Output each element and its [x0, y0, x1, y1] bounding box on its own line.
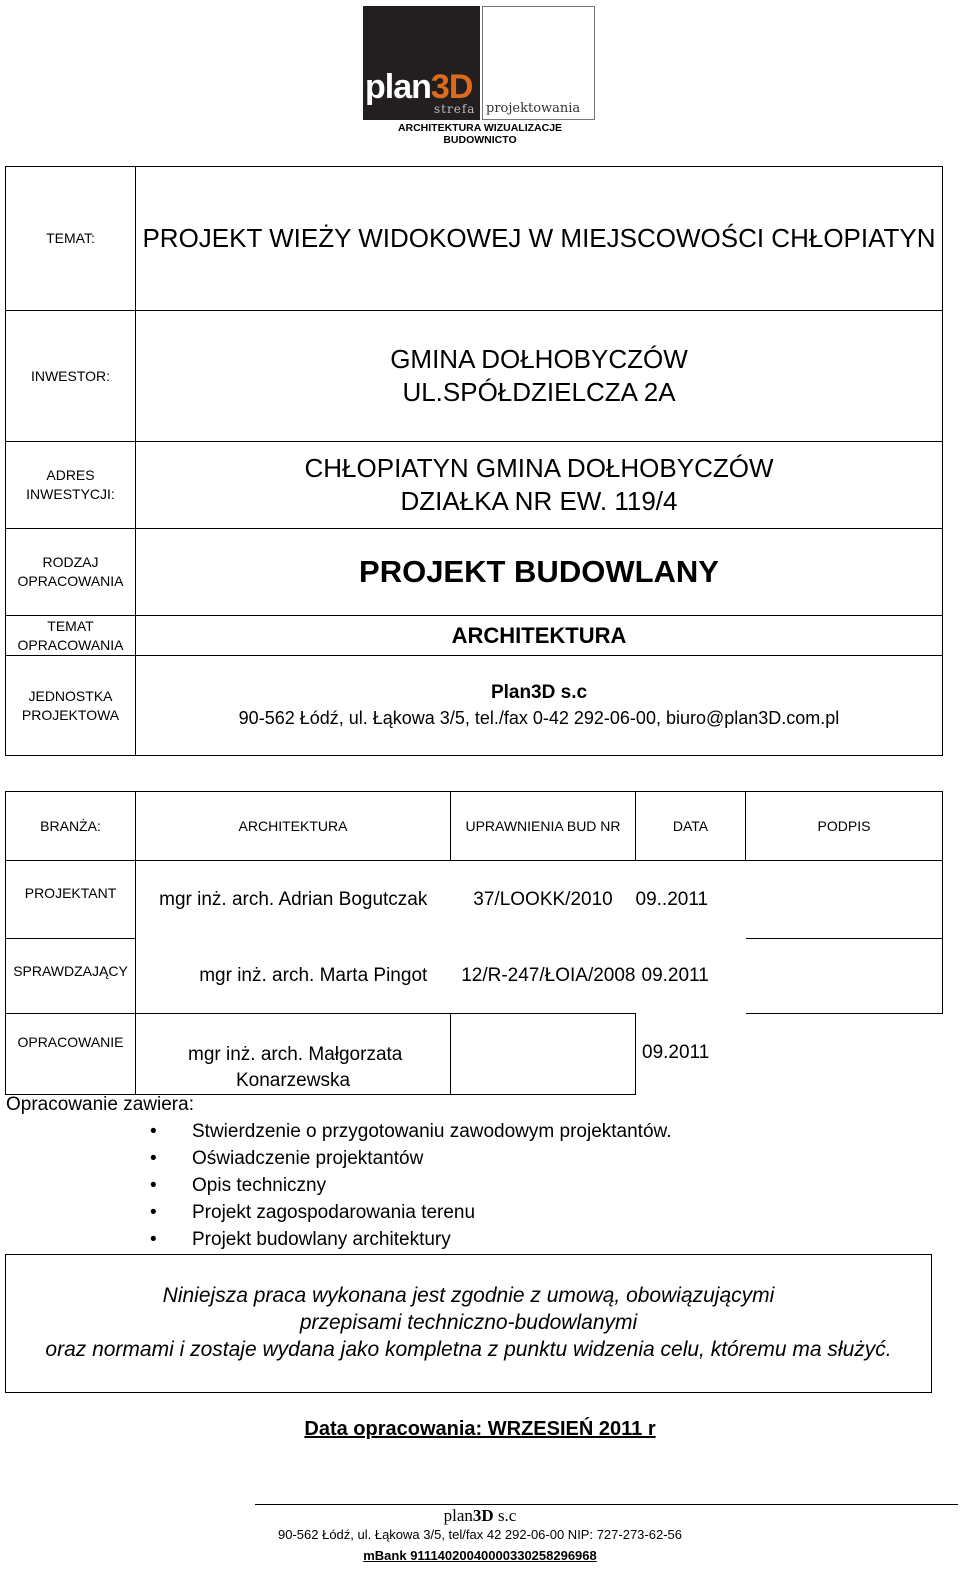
list-item-text: Projekt zagospodarowania terenu [192, 1202, 476, 1223]
inwestor-line2: UL.SPÓŁDZIELCZA 2A [402, 377, 676, 407]
role-sprawdzajacy: SPRAWDZAJĄCY [6, 939, 136, 1014]
row-inwestor [6, 311, 943, 442]
jednostka-label-line1: JEDNOSTKA [28, 687, 113, 704]
role-opracowanie: OPRACOWANIE [6, 1014, 136, 1095]
rodzaj-label-line2: OPRACOWANIA [17, 573, 124, 589]
project-info-table [5, 166, 943, 756]
name-opracowanie-line1: mgr inż. arch. Małgorzata [188, 1044, 403, 1065]
footer-divider [255, 1504, 958, 1505]
team-header-row [6, 792, 943, 861]
bullet-icon: • [150, 1148, 157, 1169]
role-projektant: PROJEKTANT [6, 861, 136, 939]
jednostka-address: 90-562 Łódź, ul. Łąkowa 3/5, tel./fax 0-42 292-06-00, biuro@plan3D.com.pl [238, 708, 840, 728]
contents-title: Opracowanie zawiera: [6, 1094, 194, 1115]
row-temat [6, 167, 943, 311]
rodzaj-label [6, 529, 136, 616]
jednostka-value [136, 656, 943, 756]
list-item [150, 1226, 671, 1253]
temat-opracowania-label-line2: OPRACOWANIA [17, 636, 124, 653]
header-uprawnienia: UPRAWNIENIA BUD NR [451, 792, 636, 861]
row-temat-opracowania [6, 616, 943, 656]
preparation-date: Data opracowania: WRZESIEŃ 2011 r [304, 1418, 656, 1440]
logo-tagline: ARCHITEKTURA WIZUALIZACJE BUDOWNICTO [397, 122, 563, 146]
bullet-icon: • [150, 1202, 157, 1223]
list-item [150, 1145, 671, 1172]
footer-company-pre: plan [443, 1506, 473, 1525]
note-line3: oraz normami i zostaje wydana jako kompletna z punktu widzenia celu, któremu ma służyć. [45, 1338, 892, 1361]
bullet-icon: • [150, 1175, 157, 1196]
list-item [150, 1199, 671, 1226]
compliance-note [5, 1282, 932, 1363]
jednostka-name: Plan3D s.c [490, 682, 588, 703]
jednostka-label-line2: PROJEKTOWA [21, 706, 120, 723]
license-opracowanie [451, 1014, 636, 1095]
sign-sprawdzajacy [746, 939, 943, 1014]
footer-bank: mBank 91114020040000330258296968 [363, 1548, 597, 1563]
team-row-projektant [6, 861, 943, 939]
header-podpis: PODPIS [746, 792, 943, 861]
date-projektant: 09..2011 [635, 888, 709, 910]
footer-address: 90-562 Łódź, ul. Łąkowa 3/5, tel/fax 42 292-06-00 NIP: 727-273-62-56 [278, 1527, 682, 1542]
rodzaj-value: PROJEKT BUDOWLANY [136, 529, 943, 616]
inwestor-label: INWESTOR: [6, 311, 136, 442]
bullet-icon: • [150, 1121, 157, 1142]
bullet-icon: • [150, 1229, 157, 1250]
note-line2: przepisami techniczno-budowlanymi [299, 1311, 638, 1334]
rodzaj-label-line1: RODZAJ [42, 554, 99, 570]
temat-value: PROJEKT WIEŻY WIDOKOWEJ W MIEJSCOWOŚCI CHŁOPIATYN [136, 167, 943, 311]
adres-label [6, 442, 136, 529]
team-row-opracowanie [6, 1014, 943, 1095]
header-branza: BRANŻA: [6, 792, 136, 861]
list-item-text: Stwierdzenie o przygotowaniu zawodowym projektantów. [192, 1121, 672, 1142]
header-architektura: ARCHITEKTURA [136, 792, 451, 861]
date-opracowanie: 09.2011 [642, 1041, 710, 1063]
temat-opracowania-label-line1: TEMAT [47, 617, 94, 634]
name-sprawdzajacy: mgr inż. arch. Marta Pingot [199, 964, 428, 986]
team-table [5, 791, 943, 1095]
logo-strefa-text: strefa [434, 102, 476, 116]
footer-company [255, 1506, 705, 1526]
team-row-sprawdzajacy [6, 939, 943, 1014]
name-opracowanie [136, 1014, 451, 1095]
name-opracowanie-line2: Konarzewska [235, 1070, 351, 1091]
list-item-text: Projekt budowlany architektury [192, 1229, 451, 1250]
logo-projektowania-text: projektowania [486, 101, 581, 116]
adres-line1: CHŁOPIATYN GMINA DOŁHOBYCZÓW [304, 453, 774, 483]
inwestor-value [136, 311, 943, 442]
row-adres [6, 442, 943, 529]
list-item [150, 1172, 671, 1199]
contents-list [150, 1118, 671, 1253]
footer-company-post: s.c [493, 1506, 517, 1525]
footer-company-bold: 3D [472, 1506, 494, 1525]
row-jednostka [6, 656, 943, 756]
temat-label: TEMAT: [6, 167, 136, 311]
list-item-text: Oświadczenie projektantów [192, 1148, 424, 1169]
adres-line2: DZIAŁKA NR EW. 119/4 [400, 486, 678, 516]
name-projektant: mgr inż. arch. Adrian Bogutczak [159, 888, 428, 910]
adres-value [136, 442, 943, 529]
temat-opracowania-value: ARCHITEKTURA [136, 616, 943, 656]
inwestor-line1: GMINA DOŁHOBYCZÓW [390, 344, 688, 374]
note-line1: Niniejsza praca wykonana jest zgodnie z umową, obowiązującymi [162, 1284, 775, 1307]
sign-projektant [746, 861, 943, 939]
logo-3d-text: 3D [430, 68, 473, 106]
list-item-text: Opis techniczny [192, 1175, 327, 1196]
jednostka-label [6, 656, 136, 756]
row-rodzaj [6, 529, 943, 616]
date-sprawdzajacy: 09.2011 [641, 965, 709, 986]
adres-label-line2: INWESTYCJI: [26, 486, 115, 502]
adres-label-line1: ADRES [46, 467, 95, 483]
temat-opracowania-label [6, 616, 136, 656]
license-projektant: 37/LOOKK/2010 [473, 888, 613, 910]
sign-opracowanie [746, 1014, 943, 1095]
logo-plan-text: plan [365, 68, 431, 106]
list-item [150, 1118, 671, 1145]
header-data: DATA [636, 792, 746, 861]
license-sprawdzajacy: 12/R-247/ŁOIA/2008 [461, 964, 636, 986]
